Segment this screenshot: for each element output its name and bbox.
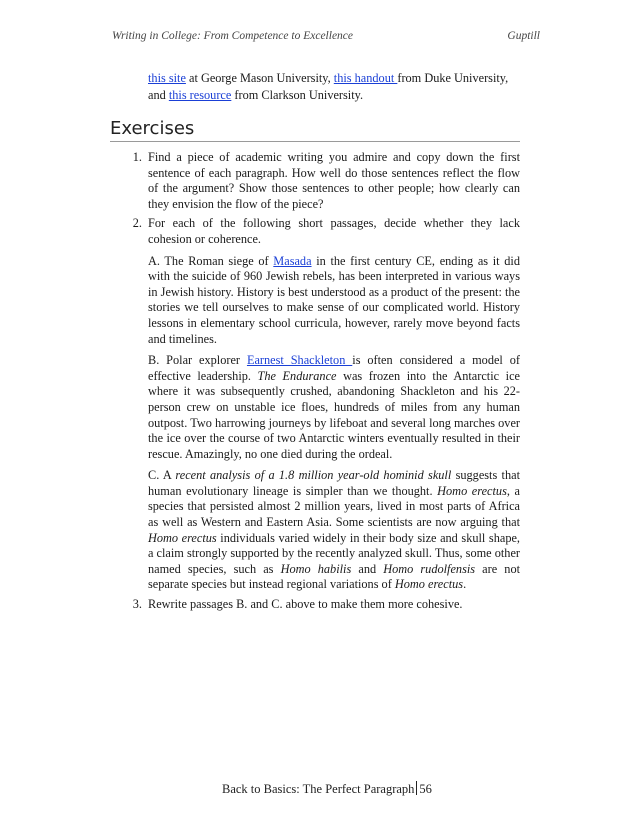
chapter-title: Back to Basics: The Perfect Paragraph — [222, 782, 415, 796]
masada-link[interactable]: Masada — [273, 253, 312, 268]
author-name: Guptill — [507, 30, 540, 42]
passage-b: B. Polar explorer Earnest Shackleton is often considered a model of effective leadership. The Endurance was frozen into the Antarctic ice where it was subsequently crushed, abandoning Shackleton and his 22-person crew on unstable ice floes, hundreds of miles from any human outpost. Two harrowing journeys by lifeboat and several long marches over the ice over the course of two Antarctic winters eventually resulted in their rescue. Amazingly, no one died during the ordeal. — [148, 353, 520, 461]
intro-paragraph: this site at George Mason University, this handout from Duke University, and this resource from Clarkson University. — [148, 71, 509, 102]
item-number: 2. — [132, 216, 142, 231]
footer-divider — [416, 781, 417, 795]
this-site-link[interactable]: this site — [148, 71, 186, 85]
item-number: 1. — [132, 150, 142, 164]
page-number: 56 — [419, 782, 432, 796]
list-item — [120, 150, 520, 212]
running-header — [112, 30, 540, 46]
exercise-text: Rewrite passages B. and C. above to make them more cohesive. — [148, 597, 463, 612]
item-number: 3. — [132, 597, 142, 612]
book-title: Writing in College: From Competence to Excellence — [112, 30, 354, 42]
exercise-text: For each of the following short passages, decide whether they lack cohesion or coherence. — [148, 216, 520, 246]
list-item — [120, 216, 520, 593]
passage-a: A. The Roman siege of Masada in the first century CE, ending as it did with the suicide of 960 Jewish rebels, has been interpreted in various ways in Jewish history. History is best understood as a product of the present: the stories we tell ourselves to make sense of our complicated world. History lessons in elementary school curricula, however, rarely move beyond facts and timelines. — [148, 253, 520, 346]
this-handout-link[interactable]: this handout — [333, 71, 398, 85]
list-item — [120, 597, 520, 613]
exercise-list — [120, 150, 520, 617]
passage-c: C. A recent analysis of a 1.8 million year-old hominid skull suggests that human evolutionary lineage is simpler than we thought. Homo erectus, a species that persisted almost 2 million years, lived in most parts of Africa as well as Western and Eastern Asia. Some scientists are now arguing that Homo erectus individuals varied widely in their body size and skull shape, a claim strongly supported by the recently analyzed skull. Thus, some other named species, such as Homo habilis and Homo rudolfensis are not separate species but instead regional variations of Homo erectus. — [148, 468, 521, 592]
page-footer — [222, 781, 432, 797]
this-resource-link[interactable]: this resource — [168, 87, 232, 102]
section-heading: Exercises — [110, 118, 520, 142]
shackleton-link[interactable]: Earnest Shackleton — [246, 353, 353, 368]
exercise-text: Find a piece of academic writing you admire and copy down the first sentence of each paragraph. How well do those sentences reflect the flow of the argument? Show those sentences to other people; how clearly can they envision the flow of the piece? — [148, 150, 520, 211]
